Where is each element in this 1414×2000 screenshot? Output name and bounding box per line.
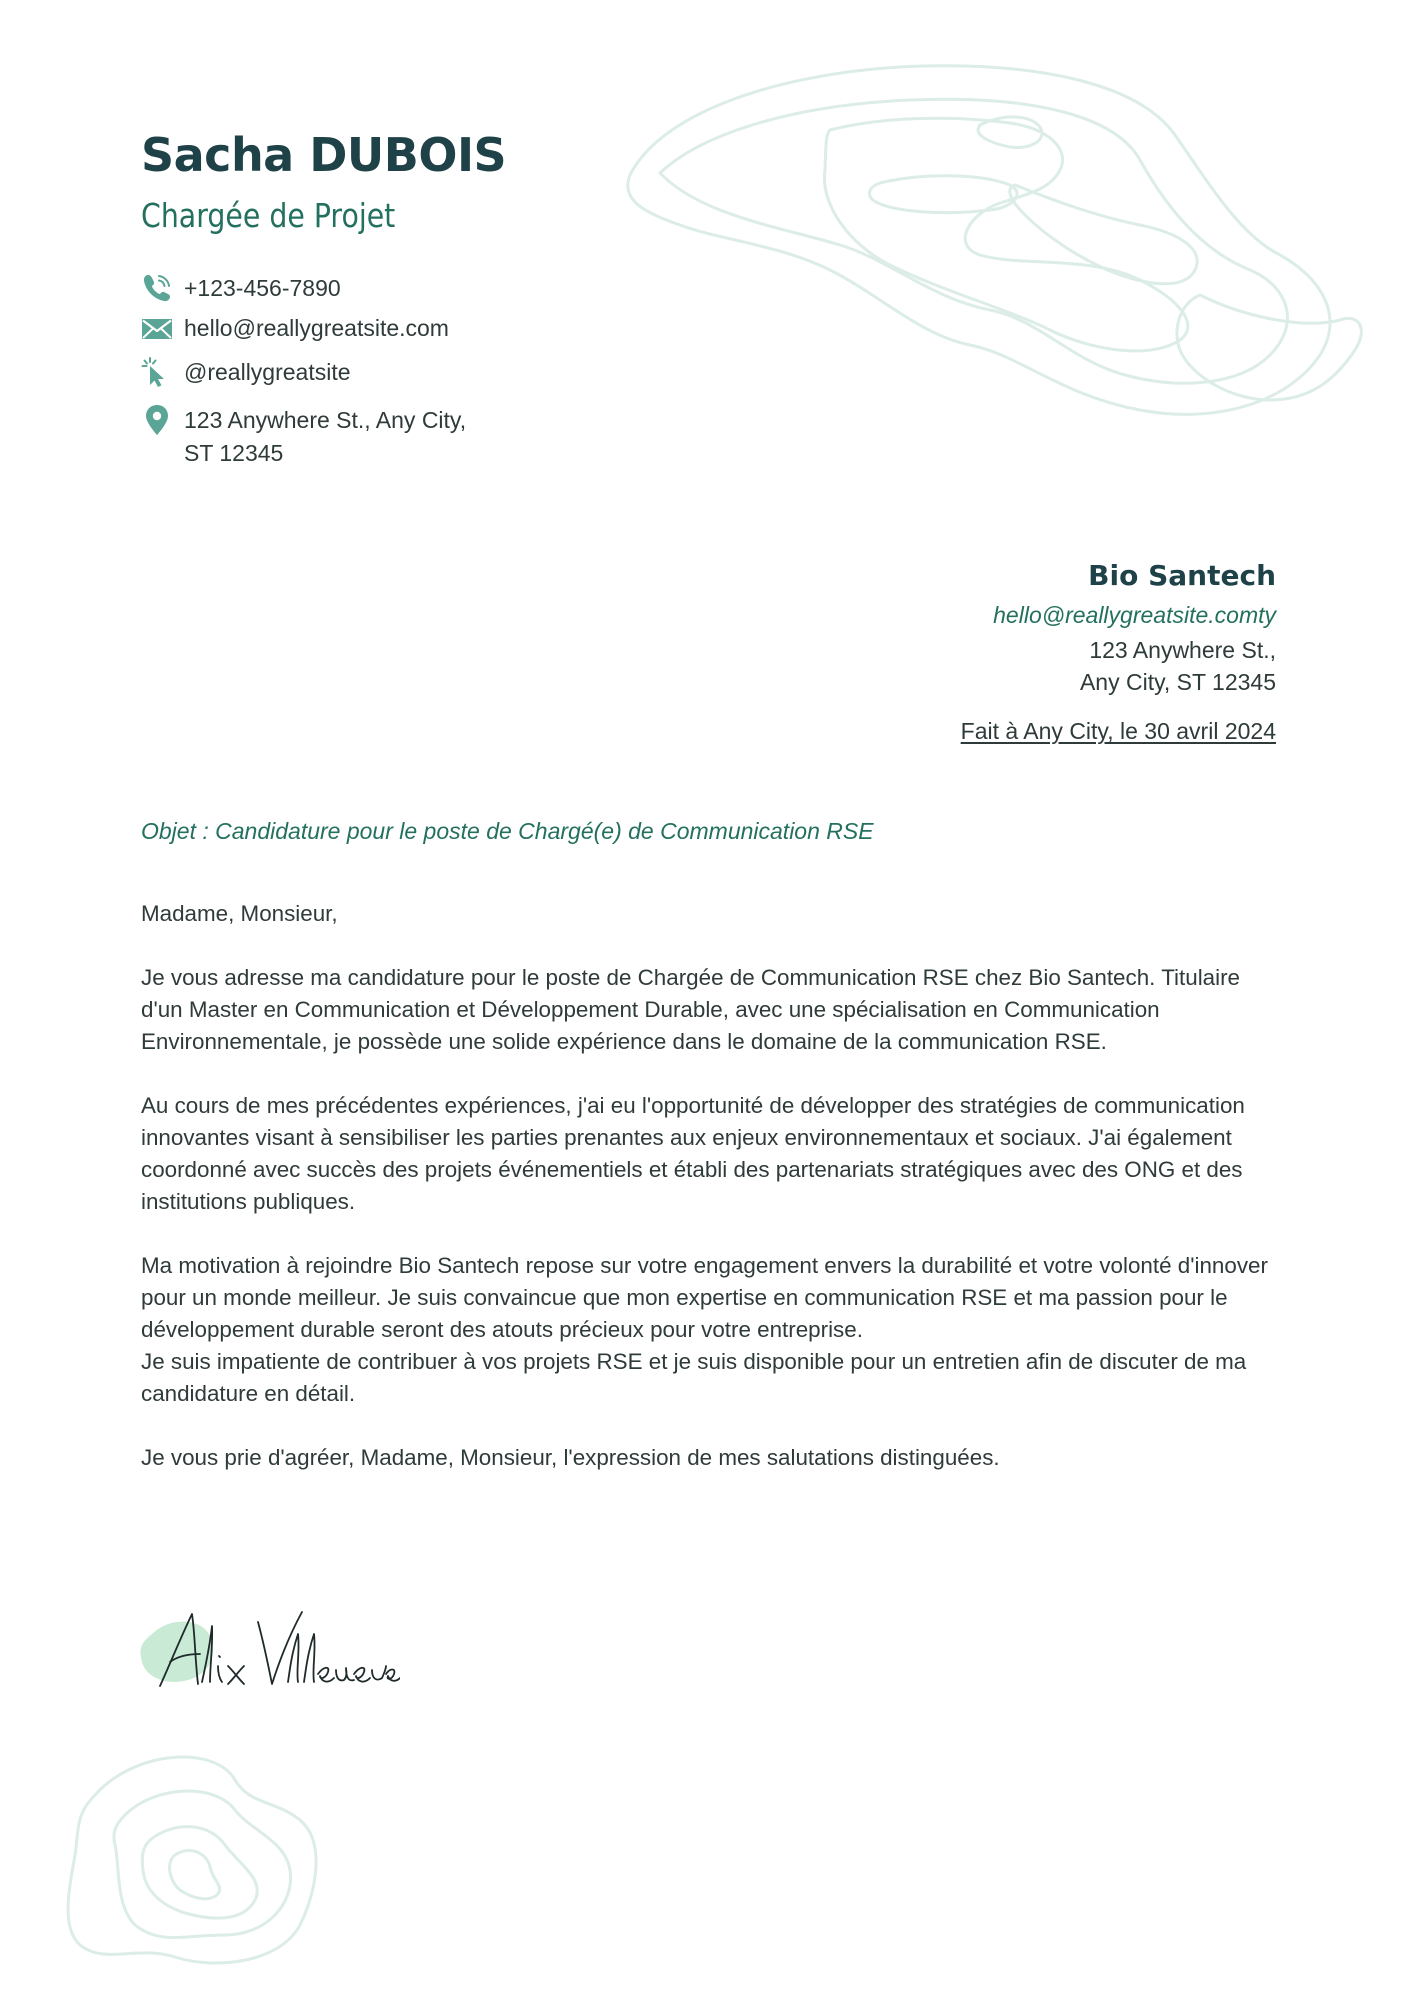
closing-formula: Je vous prie d'agréer, Madame, Monsieur, l'expression de mes salutations distinguées. [141,1445,1000,1470]
location-pin-icon [141,404,173,436]
recipient-block [961,556,1276,747]
recipient-address-line2: Any City, ST 12345 [1079,669,1276,695]
letter-subject: Objet : Candidature pour le poste de Chargé(e) de Communication RSE [141,818,874,844]
topographic-decoration-bottom [65,1745,335,1970]
body-paragraph-2: Au cours de mes précédentes expériences, j'ai eu l'opportunité de développer des stratégies de communication innovantes visant à sensibiliser les parties prenantes aux enjeux environnementaux et sociaux. J'ai également coordonné avec succès des projets événementiels et établi des partenariats stratégiques avec des ONG et des institutions publiques. [141,1093,1245,1214]
phone-number: +123-456-7890 [184,275,341,301]
salutation: Madame, Monsieur, [141,901,338,926]
cursor-click-icon [141,356,173,388]
phone-icon [141,272,173,304]
contact-phone [141,272,341,305]
social-handle: @reallygreatsite [184,359,351,385]
body-paragraph-3: Ma motivation à rejoindre Bio Santech repose sur votre engagement envers la durabilité et votre volonté d'innover pour un monde meilleur. Je suis convaincue que mon expertise en communication RSE et ma passion pour le développement durable seront des atouts précieux pour votre entreprise. Je suis impatiente de contribuer à vos projets RSE et je suis disponible pour un entretien afin de discuter de ma candidature en détail. [141,1253,1268,1406]
contact-email [141,312,449,345]
body-paragraph-1: Je vous adresse ma candidature pour le poste de Chargée de Communication RSE chez Bio Santech. Titulaire d'un Master en Communication et Développement Durable, avec une spécialisation en Communication Environnementale, je possède une solide expérience dans le domaine de la communication RSE. [141,965,1240,1054]
letter-body [141,898,1281,1506]
mail-icon [141,312,173,344]
contact-social [141,356,351,389]
recipient-address-line1: 123 Anywhere St., [1089,637,1276,663]
contact-address [141,404,466,470]
applicant-role: Chargée de Projet [141,196,396,235]
place-and-date: Fait à Any City, le 30 avril 2024 [960,718,1276,744]
topographic-decoration-top [620,55,1370,475]
handwritten-signature [140,1604,400,1694]
recipient-email: hello@reallygreatsite.comty [993,602,1276,628]
email-address: hello@reallygreatsite.com [184,315,449,341]
postal-address: 123 Anywhere St., Any City, ST 12345 [184,407,467,466]
recipient-company: Bio Santech [1088,559,1276,592]
applicant-name: Sacha DUBOIS [141,128,507,182]
